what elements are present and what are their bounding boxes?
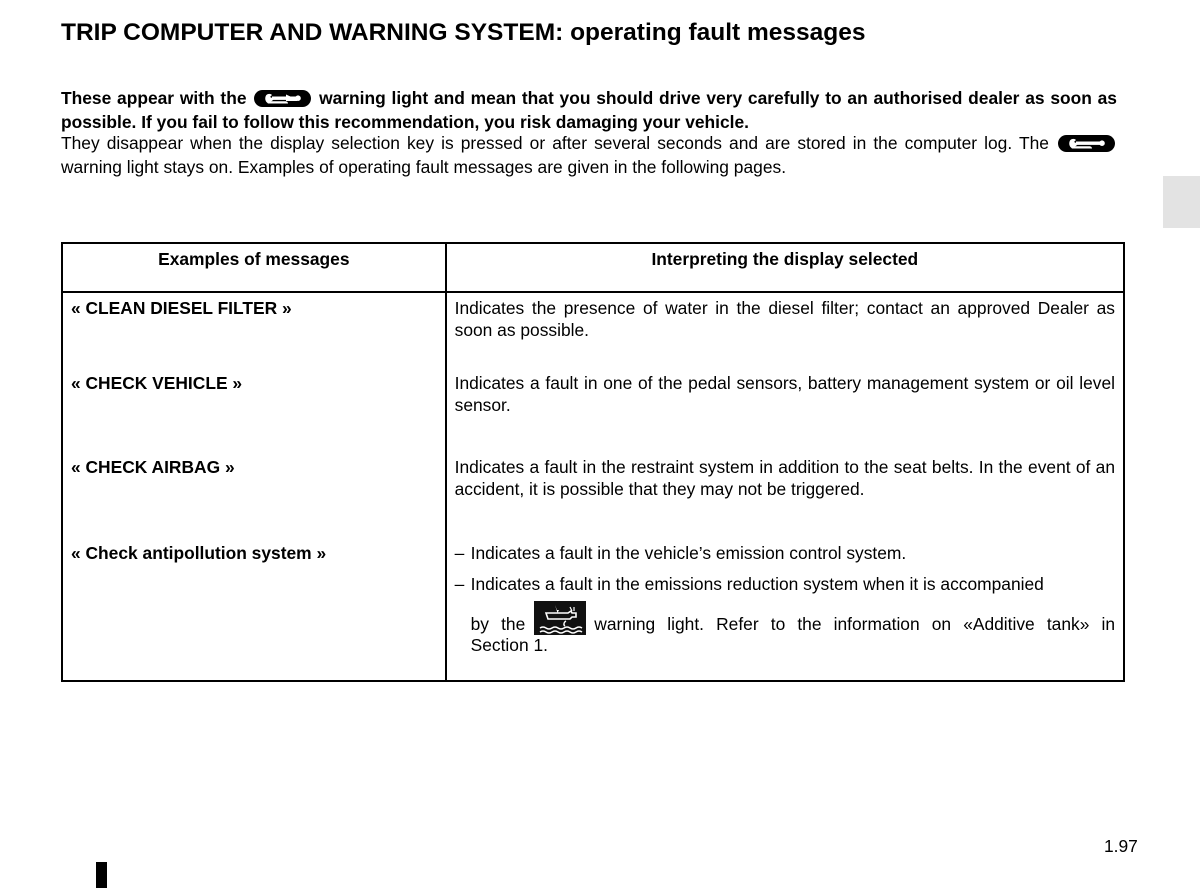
list-item-line2 [471,601,1115,635]
intro-bold-part1: These appear with the [61,88,247,108]
table-row [62,538,1124,681]
interpretation-clean-diesel-filter: Indicates the presence of water in the diesel filter; contact an approved Dealer as soon as possible. [446,292,1124,368]
word-additive: «Additive [963,613,1035,634]
list-item-line3: Section 1. [470,635,548,655]
interpretation-check-vehicle: Indicates a fault in one of the pedal sensors, battery management system or oil level sensor. [446,368,1124,452]
header-examples-of-messages: Examples of messages [62,243,446,292]
intro-paragraph [61,88,1117,178]
intro-normal-part2: warning light stays on. Examples of operating fault messages are given in the following pages. [61,157,787,177]
intro-bold-part2: warning light and mean that you should drive very carefully to an authorised dealer as soon as possible. If you fail to follow this recommendation, you risk damaging your vehicle. [61,88,1117,132]
list-dash: – [454,573,465,594]
list-item [455,574,1115,657]
message-check-airbag: « CHECK AIRBAG » [62,452,446,538]
list-item [455,543,1115,565]
interpretation-check-antipollution [446,538,1124,681]
message-clean-diesel-filter: « CLEAN DIESEL FILTER » [62,292,446,368]
message-check-antipollution: « Check antipollution system » [62,538,446,681]
word-information: information [833,613,920,634]
page-number: 1.97 [1104,836,1138,856]
intro-info-text [61,133,1117,178]
message-check-vehicle: « CHECK VEHICLE » [62,368,446,452]
header-interpreting-display: Interpreting the display selected [446,243,1124,292]
table-row [62,452,1124,538]
word-light: light. [667,613,705,634]
list-dash: – [454,543,465,563]
word-in: in [1101,613,1116,634]
table-header-row [62,243,1124,292]
interpretation-check-airbag: Indicates a fault in the restraint system in addition to the seat belts. In the event of an accident, it is possible that they may not be triggered. [446,452,1124,538]
intro-warning-text [61,88,1117,133]
word-tank: tank» [1046,613,1090,634]
list-item-line1: Indicates a fault in the emissions reduction system when it is accompanied [470,573,1044,594]
table-row [62,368,1124,452]
word-on: on [931,613,952,634]
list-item-text: Indicates a fault in the vehicle’s emission control system. [470,543,907,563]
word-to: to [770,613,786,634]
word-warning: warning [594,613,656,634]
word-the-2: the [797,613,822,634]
page-corner-mark [96,862,107,888]
wrench-warning-light-icon [254,90,311,112]
page-title: TRIP COMPUTER AND WARNING SYSTEM: operating fault messages [61,19,866,46]
wrench-warning-light-icon [1058,135,1115,157]
additive-tank-warning-icon [534,601,586,635]
intro-normal-part1: They disappear when the display selection key is pressed or after several seconds and are stored in the computer log. The [61,133,1049,153]
section-side-tab [1163,176,1200,228]
word-the: the [501,613,526,634]
fault-messages-table [61,242,1125,682]
word-by: by [470,613,489,634]
table-row [62,292,1124,368]
word-refer: Refer [716,613,759,634]
